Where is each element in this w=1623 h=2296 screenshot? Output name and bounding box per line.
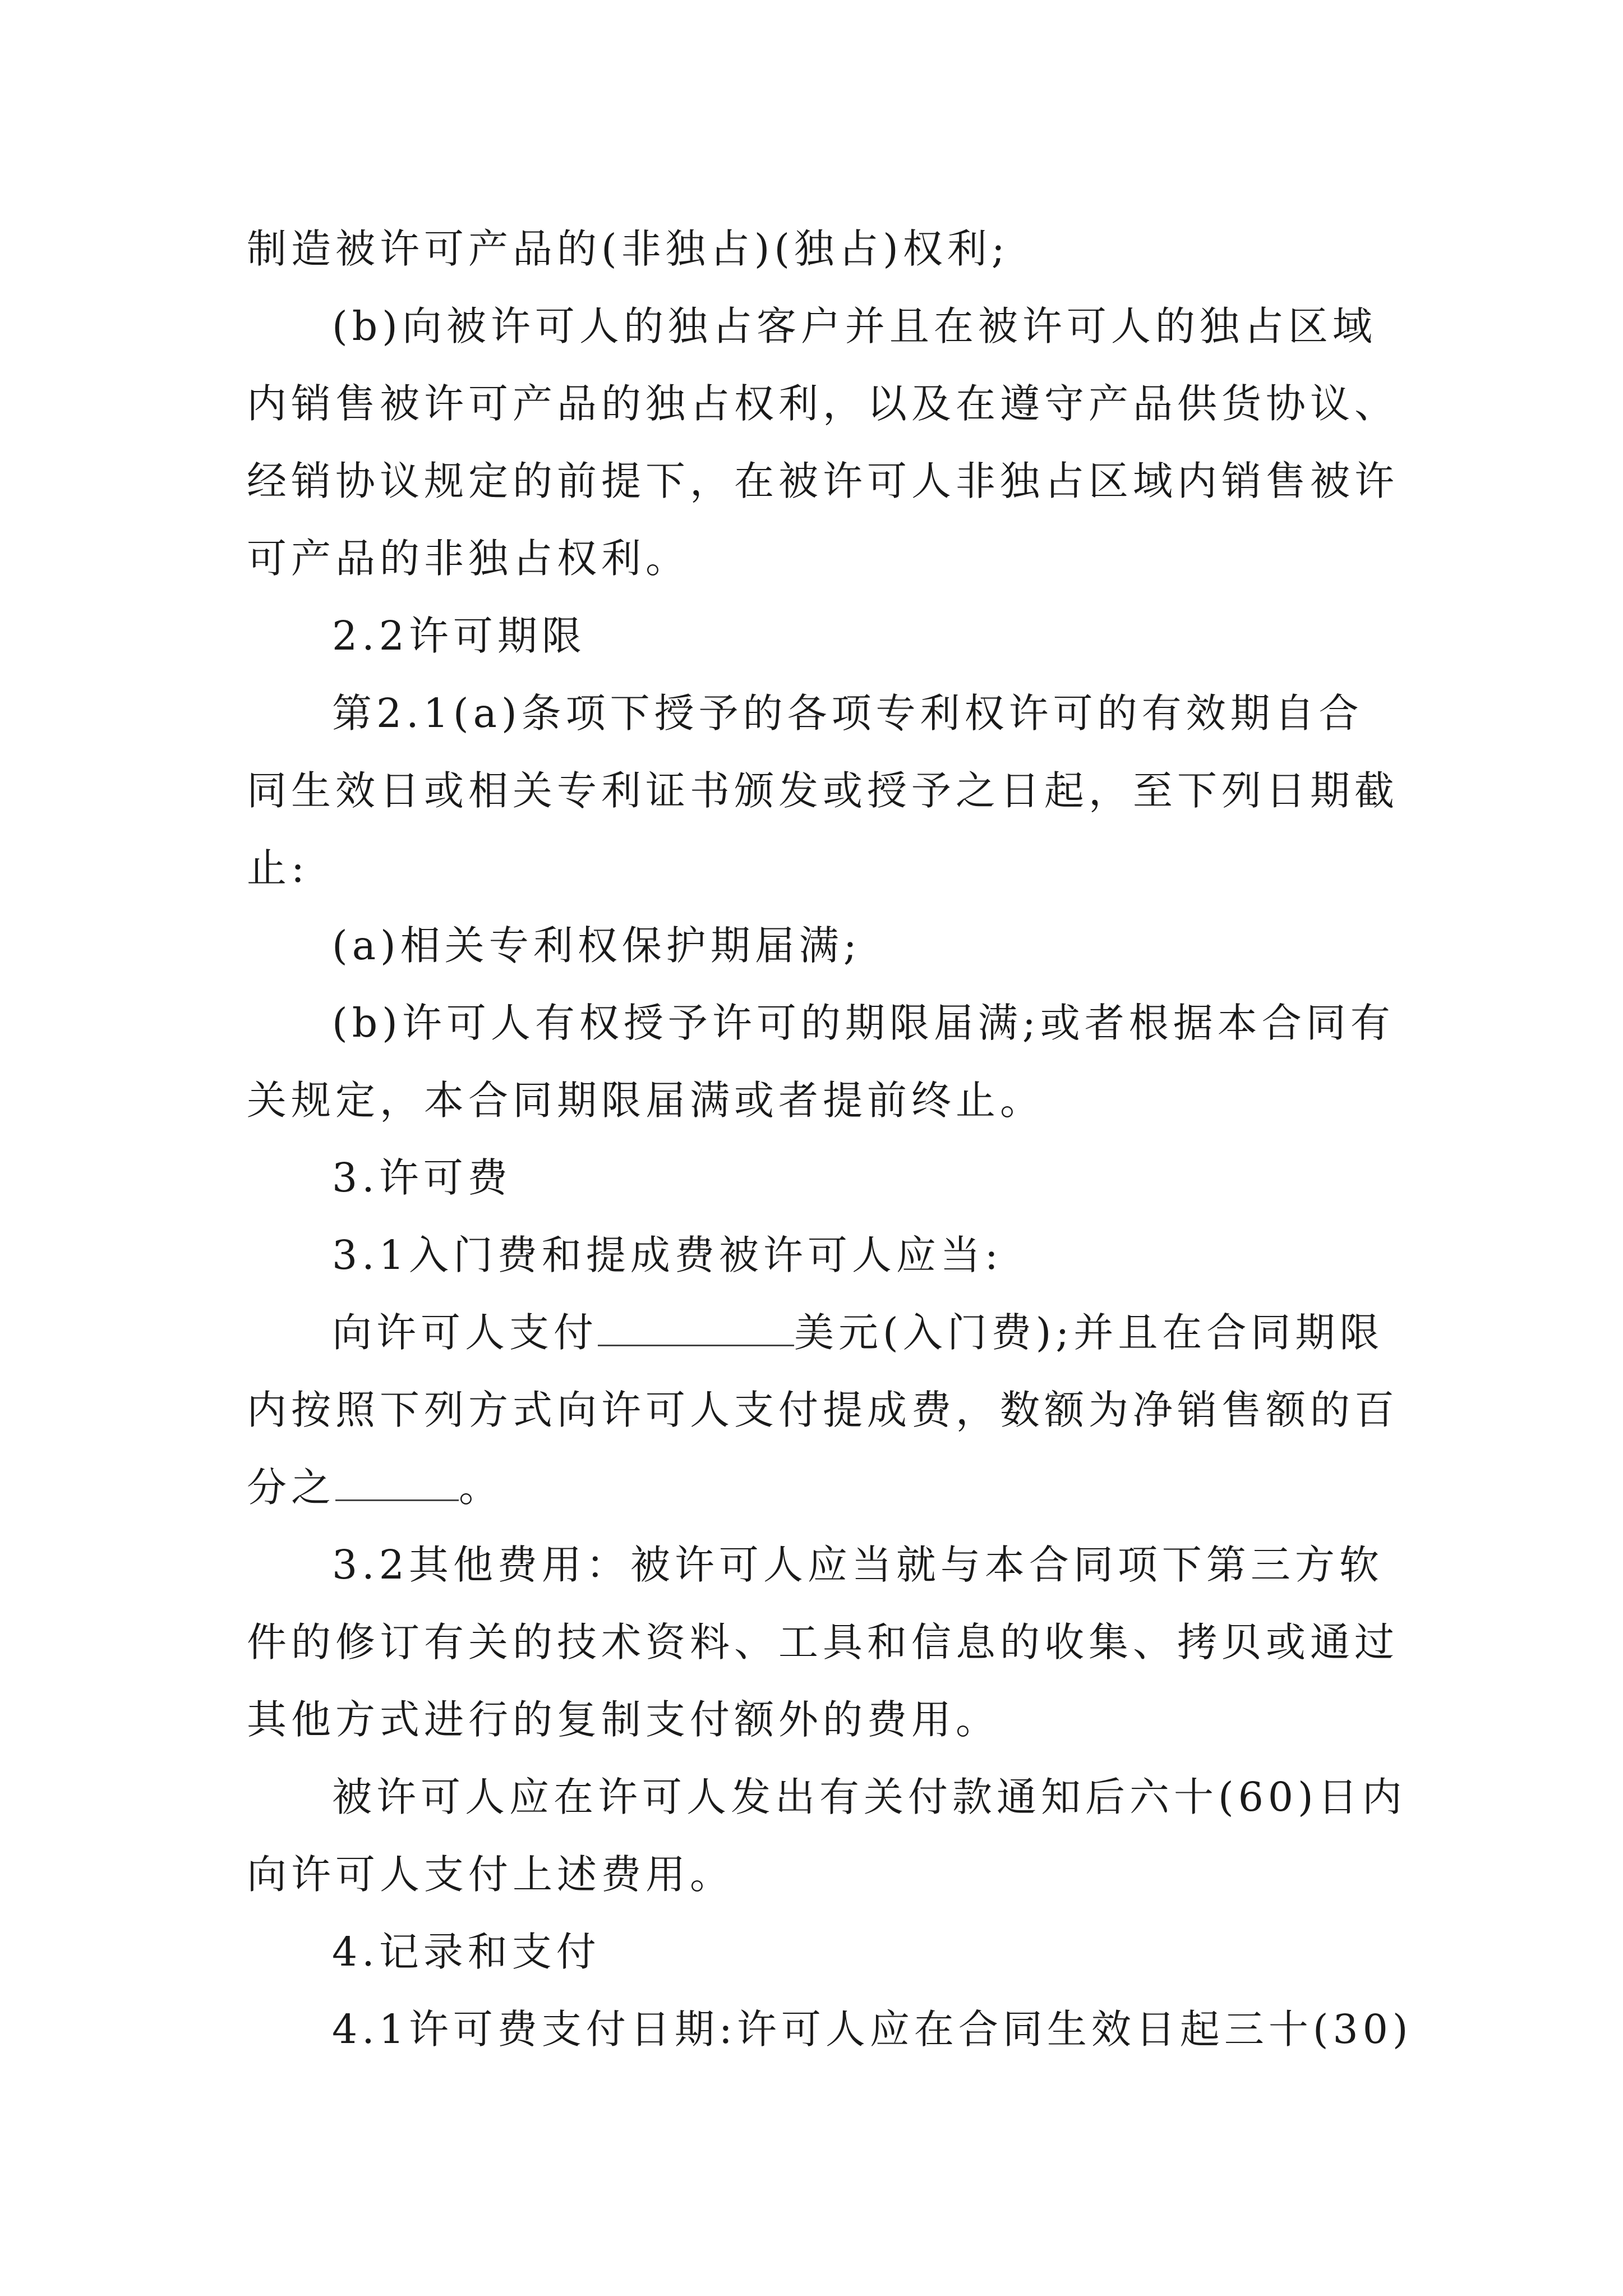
percent-blank[interactable] bbox=[335, 1466, 459, 1501]
section-heading: 4.记录和支付 bbox=[332, 1929, 601, 1975]
text-line: 内销售被许可产品的独占权利，以及在遵守产品供货协议、 bbox=[247, 380, 1399, 427]
text-line: 止: bbox=[247, 845, 309, 891]
text-line: 同生效日或相关专利证书颁发或授予之日起，至下列日期截 bbox=[247, 767, 1399, 814]
text-line: 可产品的非独占权利。 bbox=[247, 535, 690, 582]
text-line: 第2.1(a)条项下授予的各项专利权许可的有效期自合 bbox=[332, 690, 1363, 737]
text-line: (b)向被许可人的独占客户并且在被许可人的独占区域 bbox=[332, 303, 1377, 349]
section-heading: 2.2许可期限 bbox=[332, 613, 586, 659]
section-heading: 3.2其他费用：被许可人应当就与本合同项下第三方软 bbox=[332, 1542, 1384, 1588]
text-line: 向许可人支付上述费用。 bbox=[247, 1851, 735, 1898]
text-line: 件的修订有关的技术资料、工具和信息的收集、拷贝或通过 bbox=[247, 1619, 1399, 1665]
section-heading: 4.1许可费支付日期:许可人应在合同生效日起三十(30) bbox=[332, 2006, 1413, 2053]
text-line: 其他方式进行的复制支付额外的费用。 bbox=[247, 1696, 1000, 1743]
text-line: 内按照下列方式向许可人支付提成费，数额为净销售额的百 bbox=[247, 1387, 1399, 1433]
text-line: 关规定，本合同期限届满或者提前终止。 bbox=[247, 1077, 1045, 1124]
fee-amount-blank[interactable] bbox=[598, 1311, 794, 1346]
text-line: 被许可人应在许可人发出有关付款通知后六十(60)日内 bbox=[332, 1774, 1407, 1820]
fee-line bbox=[247, 1294, 1396, 1372]
text-line: (b)许可人有权授予许可的期限届满;或者根据本合同有 bbox=[332, 1000, 1395, 1046]
section-heading: 3.1入门费和提成费被许可人应当: bbox=[332, 1232, 1003, 1278]
fee-line-after: 美元(入门费);并且在合同期限 bbox=[794, 1309, 1384, 1356]
percent-line-before: 分之 bbox=[247, 1464, 336, 1511]
text-line: (a)相关专利权保护期届满; bbox=[332, 922, 861, 969]
text-line: 经销协议规定的前提下，在被许可人非独占区域内销售被许 bbox=[247, 458, 1399, 504]
percent-line bbox=[247, 1449, 1396, 1526]
percent-line-after: 。 bbox=[459, 1464, 504, 1511]
section-heading: 3.许可费 bbox=[332, 1154, 512, 1201]
text-line: 制造被许可产品的(非独占)(独占)权利; bbox=[247, 226, 1009, 272]
fee-line-before: 向许可人支付 bbox=[332, 1309, 598, 1356]
document-body bbox=[247, 210, 1413, 2068]
